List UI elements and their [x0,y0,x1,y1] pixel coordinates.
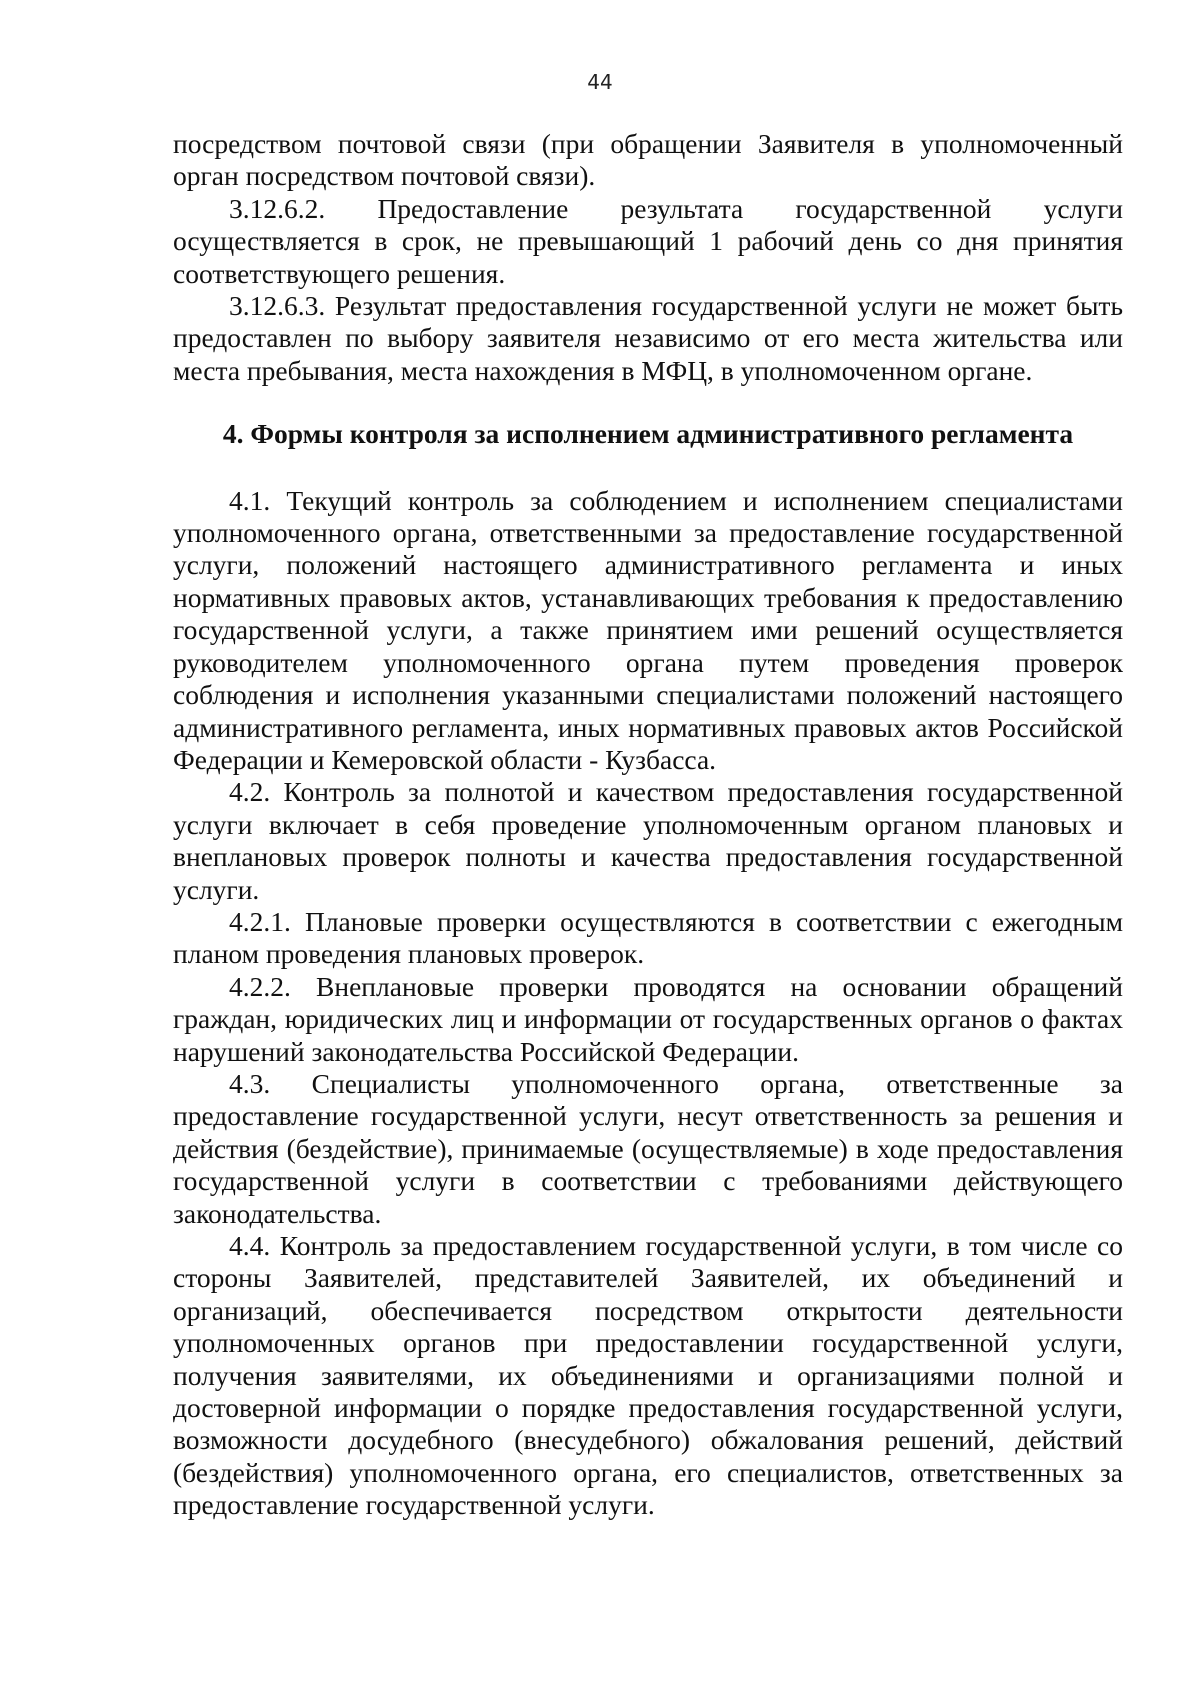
paragraph-4-3: 4.3. Специалисты уполномоченного органа, ответственные за предоставление государственной услуги, несут ответственность за решения и действия (бездействие), принимаемые (осуществляемые) в ходе предоставления государственной услуги в соответствии с требованиями действующего законодательства. [173,1067,1123,1229]
paragraph-4-2-2: 4.2.2. Внеплановые проверки проводятся на основании обращений граждан, юридических лиц и информации от государственных органов о фактах нарушений законодательства Российской Федерации. [173,970,1123,1067]
section-heading: 4. Формы контроля за исполнением административного регламента [222,418,1074,450]
paragraph-4-2: 4.2. Контроль за полнотой и качеством предоставления государственной услуги включает в себя проведение уполномоченным органом плановых и внеплановых проверок полноты и качества предоставления государственной услуги. [173,776,1123,905]
document-body [173,128,1123,1522]
paragraph-continuation: посредством почтовой связи (при обращении Заявителя в уполномоченный орган посредством почтовой связи). [173,128,1123,192]
paragraph-4-1: 4.1. Текущий контроль за соблюдением и исполнением специалистами уполномоченного органа, ответственными за предоставление государственной услуги, положений настоящего административного регламента и иных нормативных правовых актов, устанавливающих требования к предоставлению государственной услуги, а также принятием ими решений осуществляется руководителем уполномоченного органа путем проведения проверок соблюдения и исполнения указанными специалистами положений настоящего административного регламента, иных нормативных правовых актов Российской Федерации и Кемеровской области - Кузбасса. [173,484,1123,775]
page-number: 44 [587,70,613,94]
paragraph-4-4: 4.4. Контроль за предоставлением государственной услуги, в том числе со стороны Заявителей, представителей Заявителей, их объединений и организаций, обеспечивается посредством открытости деятельности уполномоченных органов при предоставлении государственной услуги, получения заявителями, их объединениями и организациями полной и достоверной информации о порядке предоставления государственной услуги, возможности досудебного (внесудебного) обжалования решений, действий (бездействия) уполномоченного органа, его специалистов, ответственных за предоставление государственной услуги. [173,1230,1123,1521]
paragraph-3-12-6-2: 3.12.6.2. Предоставление результата государственной услуги осуществляется в срок, не превышающий 1 рабочий день со дня принятия соответствующего решения. [173,192,1123,289]
paragraph-4-2-1: 4.2.1. Плановые проверки осуществляются в соответствии с ежегодным планом проведения плановых проверок. [173,905,1123,970]
paragraph-3-12-6-3: 3.12.6.3. Результат предоставления государственной услуги не может быть предоставлен по выбору заявителя независимо от его места жительства или места пребывания, места нахождения в МФЦ, в уполномоченном органе. [173,290,1123,386]
